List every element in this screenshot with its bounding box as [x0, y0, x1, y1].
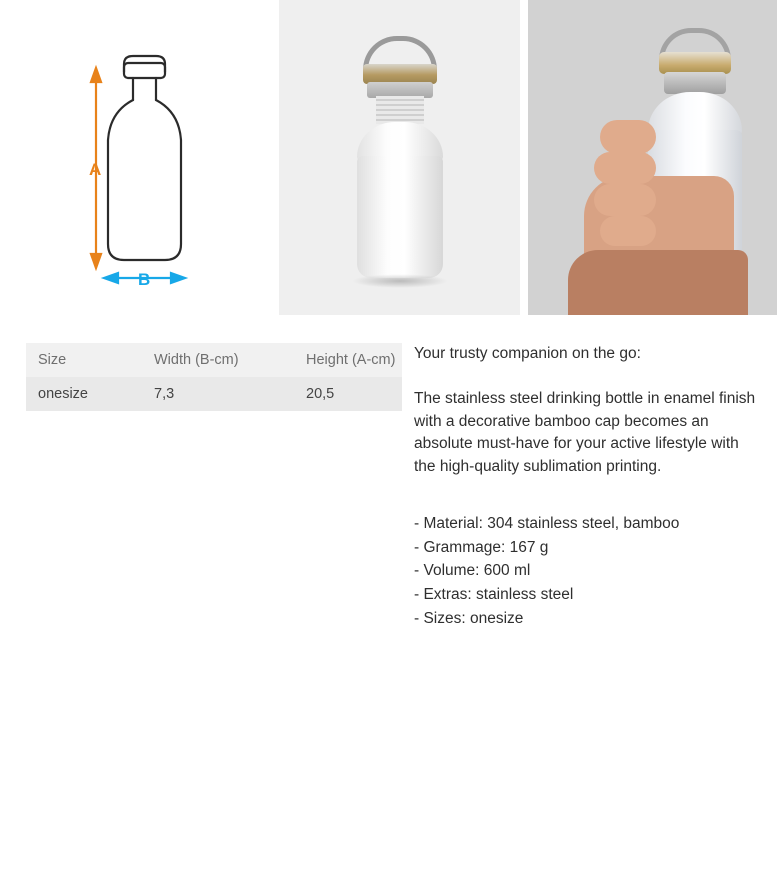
spec-list: [414, 513, 761, 631]
product-description: [402, 343, 777, 632]
column-header-height: Height (A-cm): [294, 343, 402, 377]
description-paragraph: The stainless steel drinking bottle in enamel finish with a decorative bamboo cap becomes an absolute must-have for your active lifestyle with the high-quality sublimation printing.: [414, 389, 756, 476]
bamboo-cap: [363, 64, 437, 84]
finger: [594, 184, 656, 216]
size-table-wrapper: [0, 343, 402, 411]
size-table: [26, 343, 402, 411]
finger: [594, 152, 656, 184]
list-item: - Sizes: onesize: [414, 610, 524, 628]
cell-size: onesize: [26, 377, 142, 411]
bottle-body: [357, 156, 443, 278]
table-row: [26, 377, 402, 411]
bamboo-cap: [659, 52, 731, 74]
details-section: [0, 343, 777, 632]
list-item: - Extras: stainless steel: [414, 586, 574, 604]
hand-wrist: [568, 250, 748, 315]
finger: [600, 120, 656, 154]
list-item: - Grammage: 167 g: [414, 538, 549, 556]
bottle-dimension-diagram: [0, 0, 279, 315]
bottle-in-hand-photo: [528, 0, 777, 315]
cell-width: 7,3: [142, 377, 294, 411]
diagram-width-label: B: [138, 270, 151, 289]
finger: [600, 216, 656, 246]
column-header-size: Size: [26, 343, 142, 377]
description-lead: Your trusty companion on the go:: [414, 345, 641, 362]
cell-height: 20,5: [294, 377, 402, 411]
bottle-studio-photo: [279, 0, 520, 315]
bottle-shadow: [352, 274, 448, 288]
bottle-neck: [376, 96, 424, 124]
dimension-diagram-panel: [0, 0, 279, 315]
column-header-width: Width (B-cm): [142, 343, 294, 377]
hand-illustration: [528, 0, 777, 315]
diagram-height-label: A: [89, 160, 102, 179]
table-header-row: [26, 343, 402, 377]
bottle-collar: [664, 72, 726, 94]
list-item: - Volume: 600 ml: [414, 562, 531, 580]
media-row: [0, 0, 777, 315]
list-item: - Material: 304 stainless steel, bamboo: [414, 514, 680, 532]
